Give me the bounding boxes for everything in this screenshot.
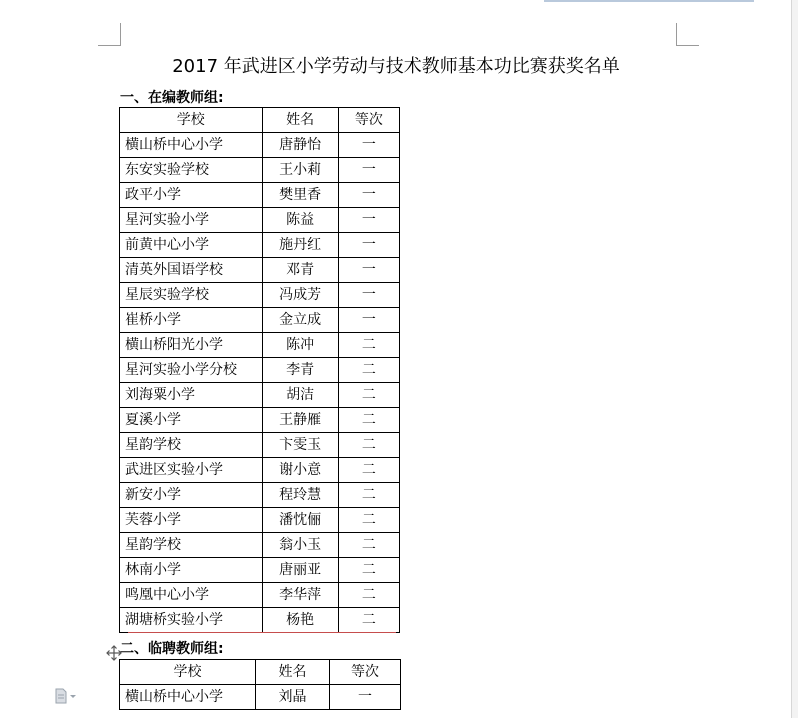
cell-name: 邓青 bbox=[262, 258, 338, 283]
cell-name: 李青 bbox=[262, 358, 338, 383]
cell-school: 前黄中心小学 bbox=[120, 233, 263, 258]
cell-rank: 二 bbox=[338, 433, 399, 458]
table-row bbox=[120, 258, 400, 283]
table-row bbox=[120, 608, 400, 633]
table-row bbox=[120, 308, 400, 333]
margin-corner-top-left bbox=[98, 23, 121, 46]
margin-corner-top-right bbox=[676, 23, 699, 46]
cell-name: 陈冲 bbox=[262, 333, 338, 358]
table-row bbox=[120, 183, 400, 208]
table-row bbox=[120, 458, 400, 483]
table-row bbox=[120, 558, 400, 583]
cell-rank: 一 bbox=[338, 158, 399, 183]
cell-name: 杨艳 bbox=[262, 608, 338, 633]
cell-school: 东安实验学校 bbox=[120, 158, 263, 183]
cell-name: 卞雯玉 bbox=[262, 433, 338, 458]
spellcheck-underline bbox=[128, 632, 396, 633]
cell-school: 横山桥中心小学 bbox=[120, 133, 263, 158]
cell-name: 唐静怡 bbox=[262, 133, 338, 158]
staff-teacher-table[interactable] bbox=[119, 107, 400, 633]
cell-school: 清英外国语学校 bbox=[120, 258, 263, 283]
column-header-rank: 等次 bbox=[330, 660, 401, 685]
section-heading-temporary: 二、临聘教师组: bbox=[120, 641, 224, 657]
cell-rank: 二 bbox=[338, 383, 399, 408]
table-row bbox=[120, 283, 400, 308]
column-header-school: 学校 bbox=[120, 660, 256, 685]
cell-school: 星河实验小学分校 bbox=[120, 358, 263, 383]
table-header-row bbox=[120, 660, 401, 685]
cell-name: 金立成 bbox=[262, 308, 338, 333]
cell-rank: 一 bbox=[338, 233, 399, 258]
cell-school: 崔桥小学 bbox=[120, 308, 263, 333]
cell-rank: 一 bbox=[338, 258, 399, 283]
column-header-name: 姓名 bbox=[262, 108, 338, 133]
column-header-name: 姓名 bbox=[256, 660, 330, 685]
cell-rank: 一 bbox=[338, 183, 399, 208]
cell-name: 王静雁 bbox=[262, 408, 338, 433]
cell-school: 星辰实验学校 bbox=[120, 283, 263, 308]
cell-school: 林南小学 bbox=[120, 558, 263, 583]
column-header-school: 学校 bbox=[120, 108, 263, 133]
cell-rank: 二 bbox=[338, 408, 399, 433]
table-header-row bbox=[120, 108, 400, 133]
table-row bbox=[120, 358, 400, 383]
cell-rank: 二 bbox=[338, 508, 399, 533]
column-header-rank: 等次 bbox=[338, 108, 399, 133]
cell-rank: 二 bbox=[338, 558, 399, 583]
section-heading-staff: 一、在编教师组: bbox=[120, 90, 224, 106]
table-row bbox=[120, 383, 400, 408]
table-row bbox=[120, 233, 400, 258]
cell-school: 政平小学 bbox=[120, 183, 263, 208]
cell-rank: 一 bbox=[338, 208, 399, 233]
cell-school: 刘海粟小学 bbox=[120, 383, 263, 408]
cell-school: 武进区实验小学 bbox=[120, 458, 263, 483]
cell-name: 程玲慧 bbox=[262, 483, 338, 508]
cell-name: 刘晶 bbox=[256, 685, 330, 710]
cell-name: 陈益 bbox=[262, 208, 338, 233]
cell-name: 潘忱俪 bbox=[262, 508, 338, 533]
cell-name: 胡洁 bbox=[262, 383, 338, 408]
document-title: 2017 年武进区小学劳动与技术教师基本功比赛获奖名单 bbox=[172, 56, 620, 77]
table-row bbox=[120, 583, 400, 608]
cell-rank: 一 bbox=[338, 283, 399, 308]
document-icon[interactable] bbox=[55, 688, 77, 704]
cell-name: 唐丽亚 bbox=[262, 558, 338, 583]
cell-name: 王小莉 bbox=[262, 158, 338, 183]
cell-school: 湖塘桥实验小学 bbox=[120, 608, 263, 633]
table-row bbox=[120, 408, 400, 433]
cell-name: 施丹红 bbox=[262, 233, 338, 258]
cell-name: 冯成芳 bbox=[262, 283, 338, 308]
table-row bbox=[120, 208, 400, 233]
table-row bbox=[120, 483, 400, 508]
table-row bbox=[120, 508, 400, 533]
cell-rank: 一 bbox=[338, 133, 399, 158]
cell-school: 芙蓉小学 bbox=[120, 508, 263, 533]
table-row bbox=[120, 685, 401, 710]
cell-school: 横山桥阳光小学 bbox=[120, 333, 263, 358]
cell-rank: 一 bbox=[338, 308, 399, 333]
cell-school: 夏溪小学 bbox=[120, 408, 263, 433]
cell-school: 星韵学校 bbox=[120, 533, 263, 558]
table-row bbox=[120, 158, 400, 183]
cell-name: 樊里香 bbox=[262, 183, 338, 208]
temporary-teacher-table[interactable] bbox=[119, 659, 401, 710]
top-toolbar-edge bbox=[544, 0, 754, 2]
cell-rank: 一 bbox=[330, 685, 401, 710]
cell-name: 翁小玉 bbox=[262, 533, 338, 558]
cell-rank: 二 bbox=[338, 333, 399, 358]
cell-school: 新安小学 bbox=[120, 483, 263, 508]
cell-rank: 二 bbox=[338, 533, 399, 558]
cell-rank: 二 bbox=[338, 608, 399, 633]
table-row bbox=[120, 433, 400, 458]
cell-school: 星河实验小学 bbox=[120, 208, 263, 233]
cell-name: 李华萍 bbox=[262, 583, 338, 608]
table-row bbox=[120, 133, 400, 158]
vertical-scrollbar[interactable] bbox=[791, 0, 798, 718]
cell-name: 谢小意 bbox=[262, 458, 338, 483]
table-row bbox=[120, 333, 400, 358]
cell-rank: 二 bbox=[338, 483, 399, 508]
cell-school: 鸣凰中心小学 bbox=[120, 583, 263, 608]
cell-school: 横山桥中心小学 bbox=[120, 685, 256, 710]
cell-rank: 二 bbox=[338, 358, 399, 383]
cell-school: 星韵学校 bbox=[120, 433, 263, 458]
cell-rank: 二 bbox=[338, 583, 399, 608]
table-row bbox=[120, 533, 400, 558]
cell-rank: 二 bbox=[338, 458, 399, 483]
